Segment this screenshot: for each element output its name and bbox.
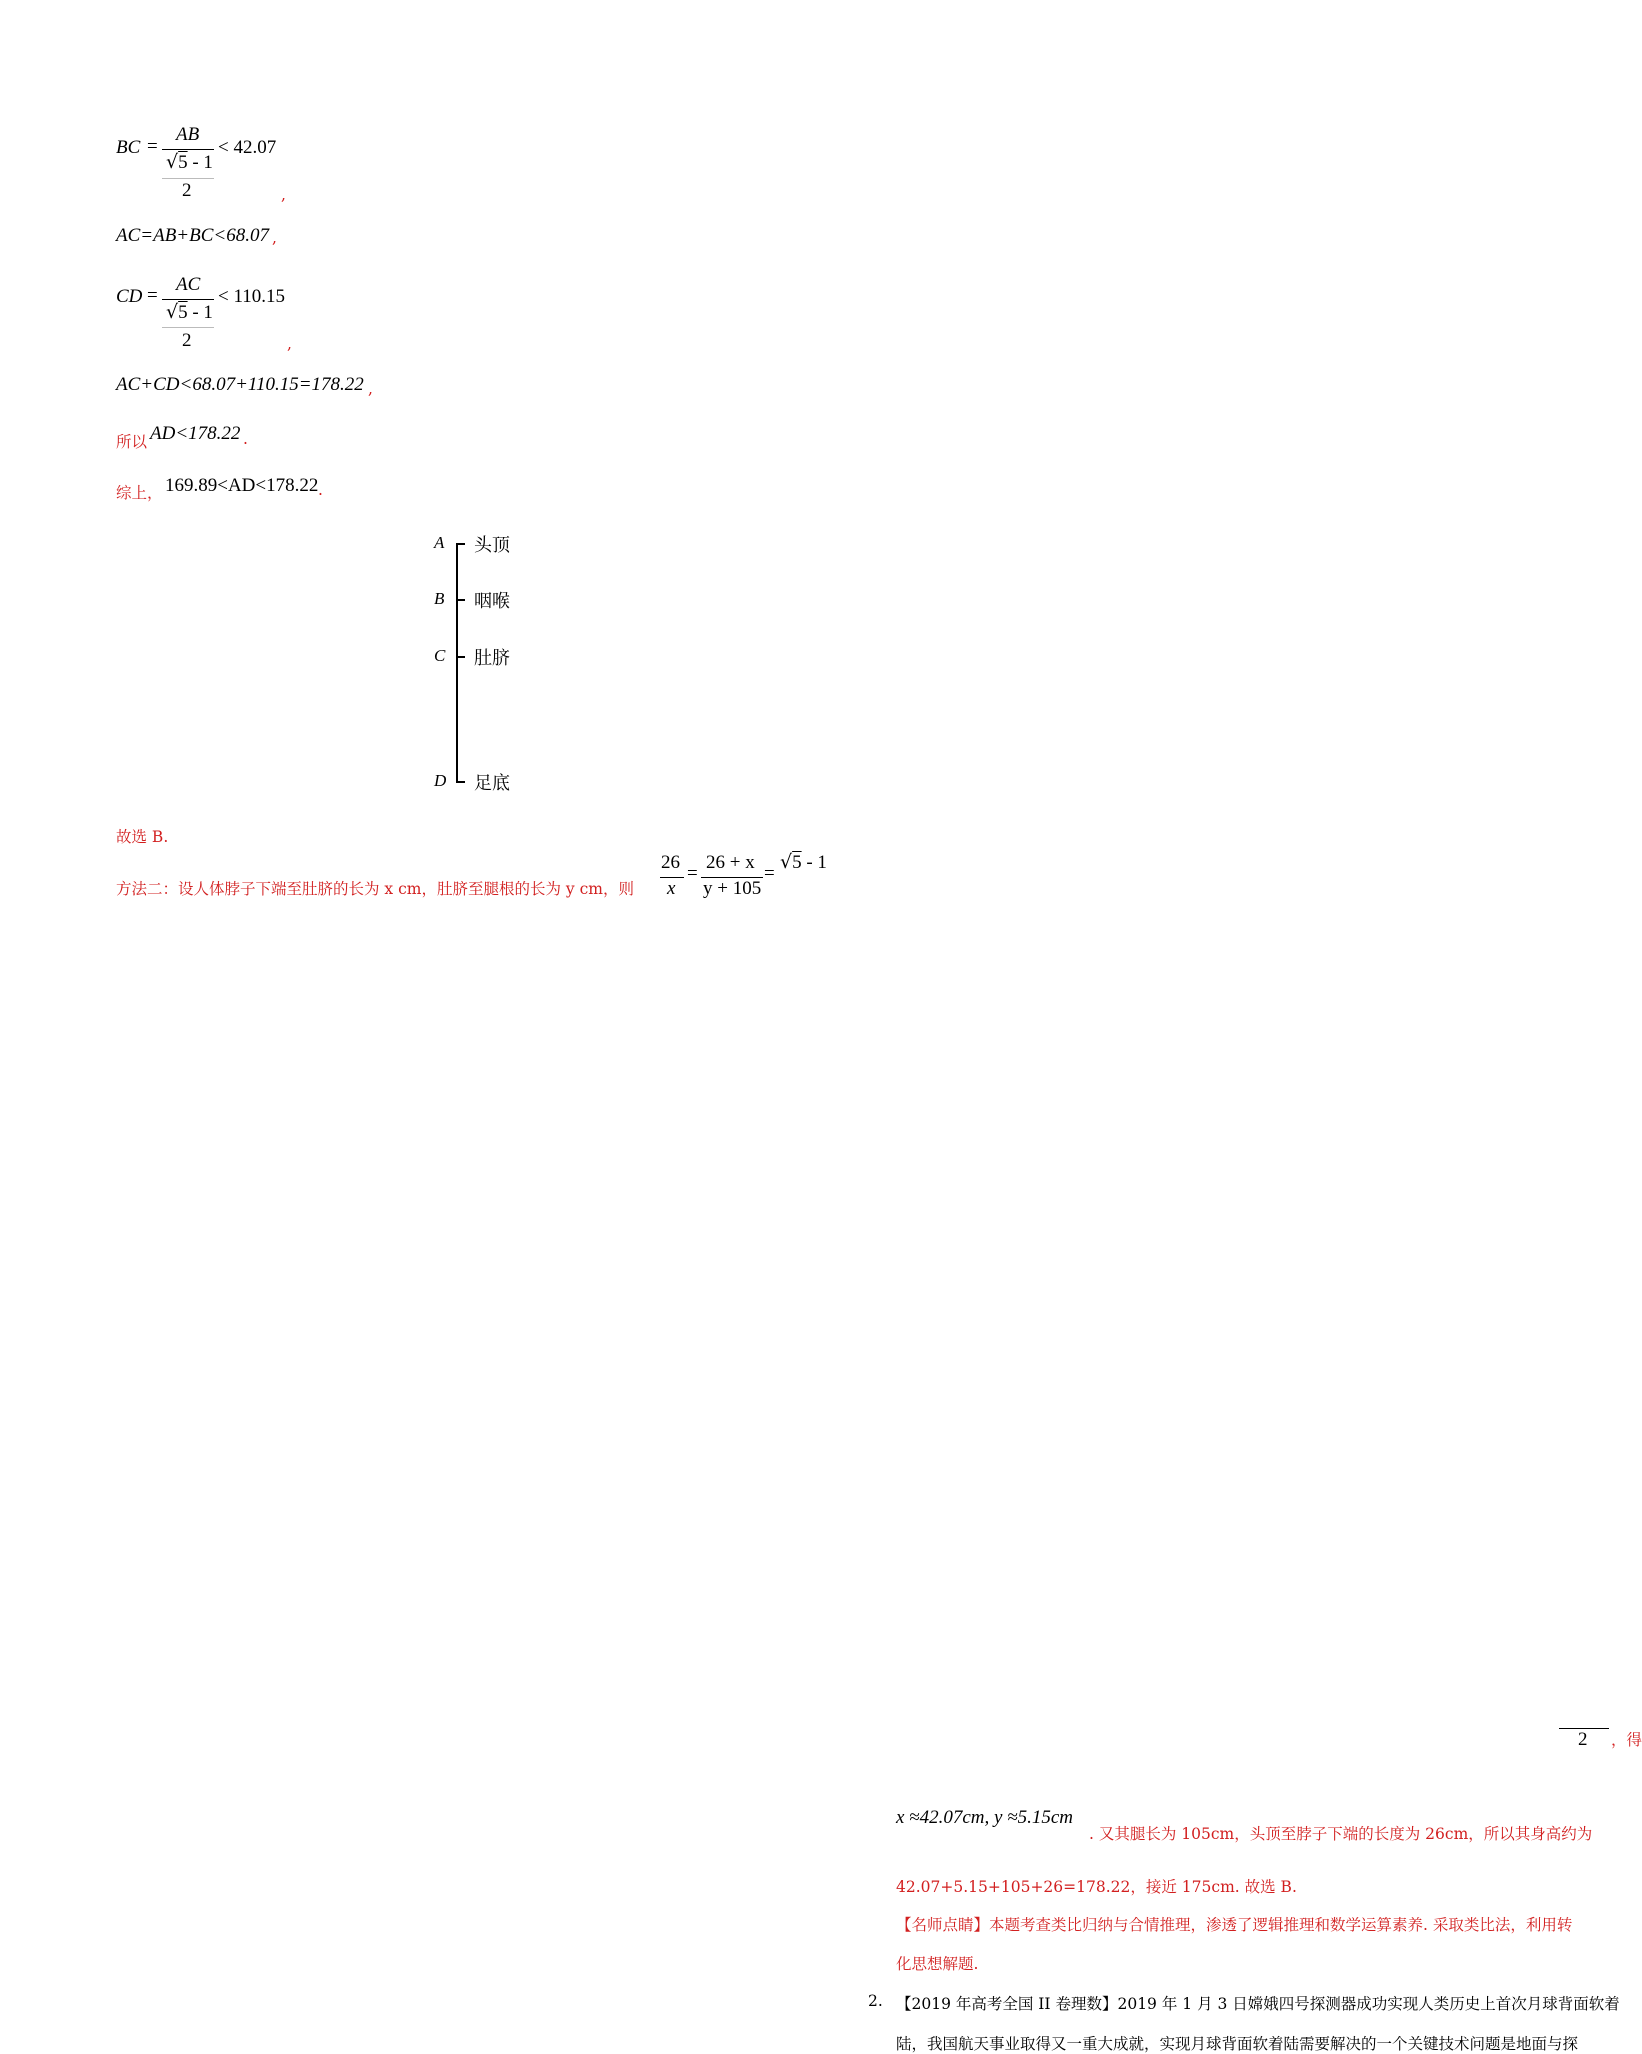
bc-fraction-bar-2 [162,178,214,179]
summary-prefix: 综上， [116,484,163,502]
question-2-line-2: 陆，我国航天事业取得又一重大成就，实现月球背面软着陆需要解决的一个关键技术问题是地面与探 [896,2035,1579,2053]
point-b-label: B [434,589,445,608]
diagram-tick-d [456,781,465,783]
sqrt-icon: √ [166,301,179,323]
cd-lhs: CD [116,286,143,307]
method-two-text: 方法二：设人体脖子下端至肚脐的长为 x cm，肚脐至腿根的长为 y cm，则 [116,880,634,898]
point-d-label: D [434,771,447,790]
point-c-text: 肚脐 [474,648,510,669]
m2-f3-rest: - 1 [801,852,827,873]
sqrt-icon: √ [780,851,793,873]
m2-eq2: = [764,863,775,884]
bc-den-root: 5 [178,152,188,173]
diagram-vertical-line [456,543,458,783]
point-c-label: C [434,646,446,665]
cd-den-root: 5 [178,302,188,323]
cd-den-rest: - 1 [187,302,213,323]
m2-f3-num [780,851,1642,2053]
choose-b-line: 故选 B. [116,828,169,846]
so-dot: . [243,430,248,448]
bc-denominator-sqrt [166,151,213,174]
body-proportion-diagram [420,528,580,798]
comma-3: , [287,335,292,353]
m2-f1-num: 26 [661,852,680,873]
question-2-number: 2. [868,1992,883,2010]
bc-numerator: AB [176,124,200,145]
approx-tail: . 又其腿长为 105cm，头顶至脖子下端的长度为 26cm，所以其身高约为 [1089,1825,1593,1843]
cd-den-two: 2 [182,330,192,351]
teacher-tip-line-2: 化思想解题. [896,1955,979,1973]
sum-line: AC+CD<68.07+110.15=178.22 [116,374,364,395]
sqrt-icon: √ [166,151,179,173]
approx-math [896,1807,1073,1829]
m2-f2-den: y + 105 [703,878,762,899]
point-a-text: 头顶 [474,535,510,556]
bc-den-two: 2 [182,180,192,201]
so-math: AD<178.22 [150,423,241,444]
bc-den-rest: - 1 [187,152,213,173]
point-b-text: 咽喉 [474,591,510,612]
comma-4: , [368,380,373,398]
cd-rhs: < 110.15 [218,286,286,307]
so-prefix: 所以 [116,433,148,451]
cd-fraction-bar-2 [162,327,214,328]
bc-eq: = [147,136,158,157]
approx-math-text: x ≈42.07cm, y ≈5.15cm [896,1807,1074,1828]
diagram-tick-b [456,599,465,601]
m2-eq1: = [687,863,698,884]
comma-2: , [272,229,277,247]
m2-f3-root: 5 [792,852,802,873]
diagram-tick-c [456,656,465,658]
cd-fraction-bar [162,299,214,300]
diagram-tick-a [456,543,465,545]
bc-rhs: < 42.07 [218,137,277,158]
m2-f1-den: x [667,878,676,899]
m2-f2-num: 26 + x [706,852,755,873]
cd-eq: = [147,285,158,306]
point-d-text: 足底 [474,773,510,794]
summary-dot: . [318,481,323,499]
cd-numerator: AC [176,274,201,295]
m2-f3-den: 2 [1578,1729,1588,1750]
teacher-tip-line-1: 【名师点睛】本题考查类比归纳与合情推理，渗透了逻辑推理和数学运算素养. 采取类比法，利用转 [896,1916,1573,1934]
total-line: 42.07+5.15+105+26=178.22，接近 175cm. 故选 B. [896,1878,1297,1896]
point-a-label: A [434,533,445,552]
bc-lhs: BC [116,137,141,158]
question-2-line-1: 【2019 年高考全国 II 卷理数】2019 年 1 月 3 日嫦娥四号探测器成功实现人类历史上首次月球背面软着 [896,1995,1620,2013]
ac-line: AC=AB+BC<68.07 [116,225,269,246]
cd-denominator-sqrt [166,301,213,324]
bc-fraction-bar [162,149,214,150]
comma-1: , [281,186,286,204]
summary-math: 169.89<AD<178.22 [165,475,319,496]
m2-tail: ，得 [1611,1731,1642,1749]
